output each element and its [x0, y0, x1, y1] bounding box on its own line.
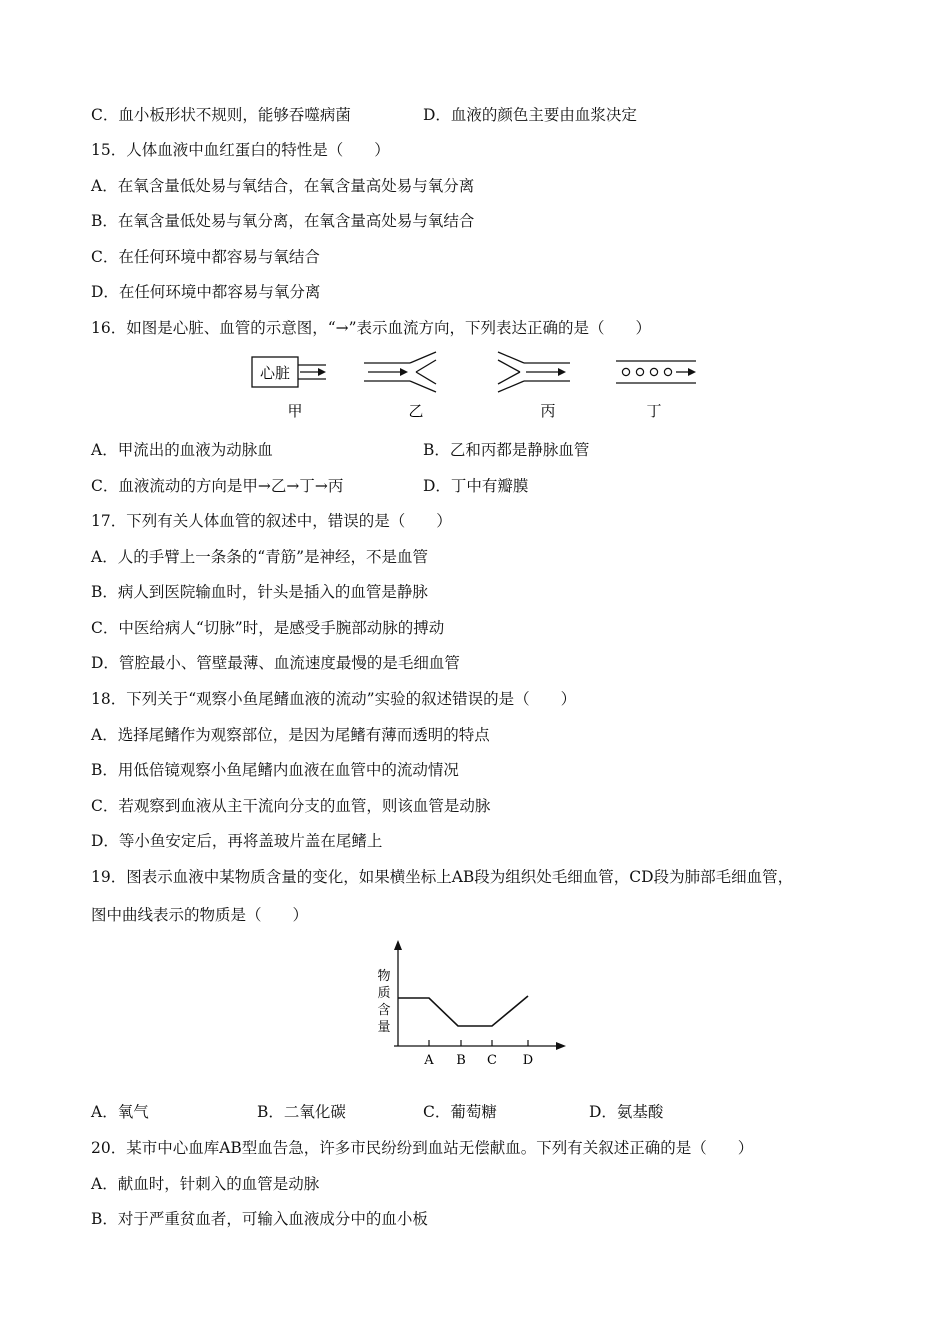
q17-option-d: D．管腔最小、管壁最薄、血流速度最慢的是毛细血管	[91, 654, 460, 672]
q14-option-d: D．血液的颜色主要由血浆决定	[423, 106, 637, 124]
q16-option-c: C．血液流动的方向是甲→乙→丁→丙	[91, 477, 344, 495]
ylabel-char: 物	[377, 969, 391, 984]
q17-option-c: C．中医给病人“切脉”时，是感受手腕部动脉的搏动	[91, 619, 445, 637]
q15-option-b: B．在氧含量低处易与氧分离，在氧含量高处易与氧结合	[91, 212, 475, 230]
figure-heart-vessels	[240, 348, 710, 424]
q19-option-c: C．葡萄糖	[423, 1103, 497, 1121]
substance-curve	[398, 996, 528, 1026]
blood-cell	[650, 368, 657, 375]
q17-option-a: A．人的手臂上一条条的“青筋”是神经，不是血管	[91, 548, 429, 566]
q16-stem: 16．如图是心脏、血管的示意图，“→”表示血流方向，下列表达正确的是（ ）	[91, 319, 652, 337]
q15-option-a: A．在氧含量低处易与氧结合，在氧含量高处易与氧分离	[91, 177, 475, 195]
q20-option-a: A．献血时，针刺入的血管是动脉	[91, 1175, 320, 1193]
blood-cell	[636, 368, 643, 375]
label-ding: 丁	[646, 402, 662, 420]
q15-stem: 15．人体血液中血红蛋白的特性是（ ）	[91, 141, 390, 159]
q14-option-c: C．血小板形状不规则，能够吞噬病菌	[91, 106, 351, 124]
label-bing: 丙	[540, 402, 556, 420]
q16-option-d: D．丁中有瓣膜	[423, 477, 529, 495]
q20-stem: 20．某市中心血库AB型血告急，许多市民纷纷到血站无偿献血。下列有关叙述正确的是（ ）	[91, 1139, 754, 1157]
q15-option-d: D．在任何环境中都容易与氧分离	[91, 283, 321, 301]
ylabel-char: 含	[377, 1003, 391, 1018]
heart-label: 心脏	[259, 364, 291, 382]
q16-option-a: A．甲流出的血液为动脉血	[91, 441, 273, 459]
q19-option-a: A．氧气	[91, 1103, 149, 1121]
q18-stem: 18．下列关于“观察小鱼尾鳍血液的流动”实验的叙述错误的是（ ）	[91, 690, 577, 708]
label-jia: 甲	[287, 402, 303, 420]
q17-option-b: B．病人到医院输血时，针头是插入的血管是静脉	[91, 583, 428, 601]
q19-stem-line2: 图中曲线表示的物质是（ ）	[91, 906, 309, 924]
tick-label-c: C	[487, 1053, 497, 1068]
label-yi: 乙	[408, 402, 424, 420]
q20-option-b: B．对于严重贫血者，可输入血液成分中的血小板	[91, 1210, 428, 1228]
q17-stem: 17．下列有关人体血管的叙述中，错误的是（ ）	[91, 512, 452, 530]
q18-option-d: D．等小鱼安定后，再将盖玻片盖在尾鳍上	[91, 832, 383, 850]
q19-stem-line1: 19．图表示血液中某物质含量的变化，如果横坐标上AB段为组织处毛细血管，CD段为肺部毛细血管，	[91, 868, 794, 886]
q18-option-c: C．若观察到血液从主干流向分支的血管，则该血管是动脉	[91, 797, 491, 815]
ylabel-char: 质	[377, 986, 391, 1001]
q15-option-c: C．在任何环境中都容易与氧结合	[91, 248, 320, 266]
tick-label-b: B	[456, 1053, 466, 1068]
figure-substance-chart	[372, 936, 572, 1072]
q16-option-b: B．乙和丙都是静脉血管	[423, 441, 590, 459]
q18-option-b: B．用低倍镜观察小鱼尾鳍内血液在血管中的流动情况	[91, 761, 459, 779]
q19-option-b: B．二氧化碳	[257, 1103, 346, 1121]
tick-label-a: A	[424, 1053, 434, 1068]
tick-label-d: D	[522, 1053, 534, 1068]
ylabel-char: 量	[377, 1020, 391, 1035]
blood-cell	[664, 368, 671, 375]
blood-cell	[622, 368, 629, 375]
q19-option-d: D．氨基酸	[589, 1103, 664, 1121]
q18-option-a: A．选择尾鳍作为观察部位，是因为尾鳍有薄而透明的特点	[91, 726, 490, 744]
